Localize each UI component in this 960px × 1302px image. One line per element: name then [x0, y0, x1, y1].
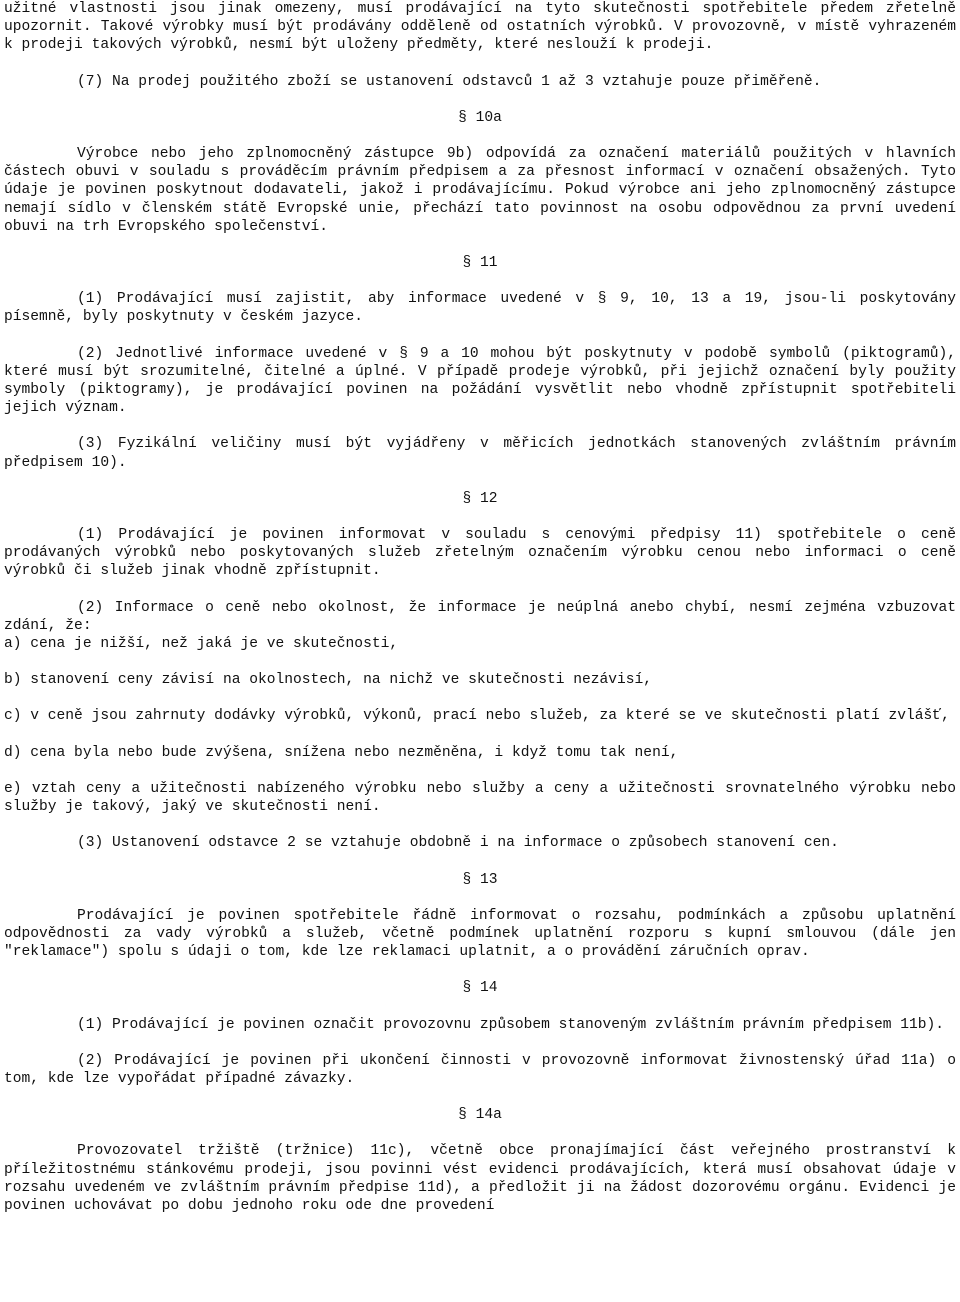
list-item-12-e: e) vztah ceny a užitečnosti nabízeného výrobku nebo služby a ceny a užitečnosti srovnatelného výrobku nebo služby je takový, jaký ve skutečnosti není.: [4, 780, 956, 816]
paragraph-13: Prodávající je povinen spotřebitele řádně informovat o rozsahu, podmínkách a způsobu uplatnění odpovědnosti za vady výrobků a služeb, včetně podmínek uplatnění rozporu s kupní smlouvou (dále jen "reklamace") spolu s údaji o tom, kde lze reklamaci uplatnit, a o provádění záručních oprav.: [4, 907, 956, 961]
paragraph-11-1: (1) Prodávající musí zajistit, aby informace uvedené v § 9, 10, 13 a 19, jsou-li poskytovány písemně, byly poskytnuty v českém jazyce.: [4, 291, 956, 326]
paragraph-14a: Provozovatel tržiště (tržnice) 11c), včetně obce pronajímající část veřejného prostranství k příležitostnému stánkovému prodeji, jsou povinni vést evidenci prodávajících, která musí obsahovat údaje v rozsahu uvedeném ve zvláštním právním předpise 11d), a předložit ji na žádost dozorovému orgánu. Evidenci je povinen uchovávat po dobu jednoho roku ode dne provedení: [4, 1143, 956, 1214]
text-line: užitné vlastnosti jsou jinak omezeny, musí prodávající na tyto skutečnosti spotřebitele předem: [4, 1, 873, 17]
text-line: zřetelně upozornit. Takové výrobky musí být prodávány odděleně od ostatních výrobků. V: [4, 1, 956, 36]
paragraph-10-7: (7) Na prodej použitého zboží se ustanovení odstavců 1 až 3 vztahuje pouze přiměřeně.: [77, 73, 822, 90]
text-continuation: [4, 0, 956, 55]
document-page: [4, 0, 956, 1215]
paragraph-12-3: (3) Ustanovení odstavce 2 se vztahuje obdobně i na informace o způsobech stanovení cen.: [77, 835, 839, 852]
section-heading-11: § 11: [462, 255, 498, 272]
section-heading-14a: § 14a: [458, 1107, 502, 1124]
list-item-12-b: b) stanovení ceny závisí na okolnostech, na nichž ve skutečnosti nezávisí,: [4, 672, 653, 689]
section-heading-10a: § 10a: [458, 109, 502, 126]
paragraph-14-1: (1) Prodávající je povinen označit provozovnu způsobem stanoveným zvláštním právním předpisem 11b).: [77, 1016, 945, 1033]
paragraph-12-1: (1) Prodávající je povinen informovat v souladu s cenovými předpisy 11) spotřebitele o ceně prodávaných výrobků nebo poskytovaných služeb zřetelným označením výrobku cenou nebo informaci o ceně výrobků či služeb jinak vhodně zpřístupnit.: [4, 527, 956, 580]
paragraph-11-3: (3) Fyzikální veličiny musí být vyjádřeny v měřicích jednotkách stanovených zvláštním právním předpisem 10).: [4, 436, 956, 471]
section-heading-13: § 13: [462, 871, 498, 888]
paragraph-14-2: (2) Prodávající je povinen při ukončení činnosti v provozovně informovat živnostenský úřad 11a) o tom, kde lze vypořádat případné závazky.: [4, 1052, 956, 1087]
section-heading-14: § 14: [462, 980, 498, 997]
text-line: provozovně, v místě vyhrazeném k prodeji takových výrobků, nesmí být uloženy předměty, které: [4, 19, 957, 54]
list-item-12-c: c) v ceně jsou zahrnuty dodávky výrobků, výkonů, prací nebo služeb, za které se ve skutečnosti platí zvlášť,: [4, 708, 950, 725]
section-heading-12: § 12: [462, 490, 498, 507]
paragraph-11-2: (2) Jednotlivé informace uvedené v § 9 a 10 mohou být poskytnuty v podobě symbolů (piktogramů), které musí být srozumitelné, čitelné a úplné. V případě prodeje výrobků, při jejichž označení byly použity symboly (piktogramy), je prodávající povinen na požádání vysvětlit nebo vhodně zpřístupnit spotřebiteli jejich význam.: [4, 345, 956, 417]
text-line: neslouží k prodeji.: [546, 37, 714, 54]
paragraph-10a: Výrobce nebo jeho zplnomocněný zástupce 9b) odpovídá za označení materiálů použitých v hlavních částech obuvi v souladu s prováděcím právním předpisem a za přesnost informací v označení obsažených. Tyto údaje je povinen poskytnout dodavateli, jakož i prodávajícímu. Pokud výrobce ani jeho zplnomocněný zástupce nemají sídlo v členském státě Evropské unie, přechází tato povinnost na osobu odpovědnou za první uvedení obuvi na trh Evropského společenství.: [4, 146, 956, 235]
paragraph-12-2: (2) Informace o ceně nebo okolnost, že informace je neúplná anebo chybí, nesmí zejména vzbuzovat zdání, že:: [4, 599, 956, 634]
list-item-12-a: a) cena je nižší, než jaká je ve skutečnosti,: [4, 636, 399, 653]
list-item-12-d: d) cena byla nebo bude zvýšena, snížena nebo nezměněna, i když tomu tak není,: [4, 744, 679, 761]
